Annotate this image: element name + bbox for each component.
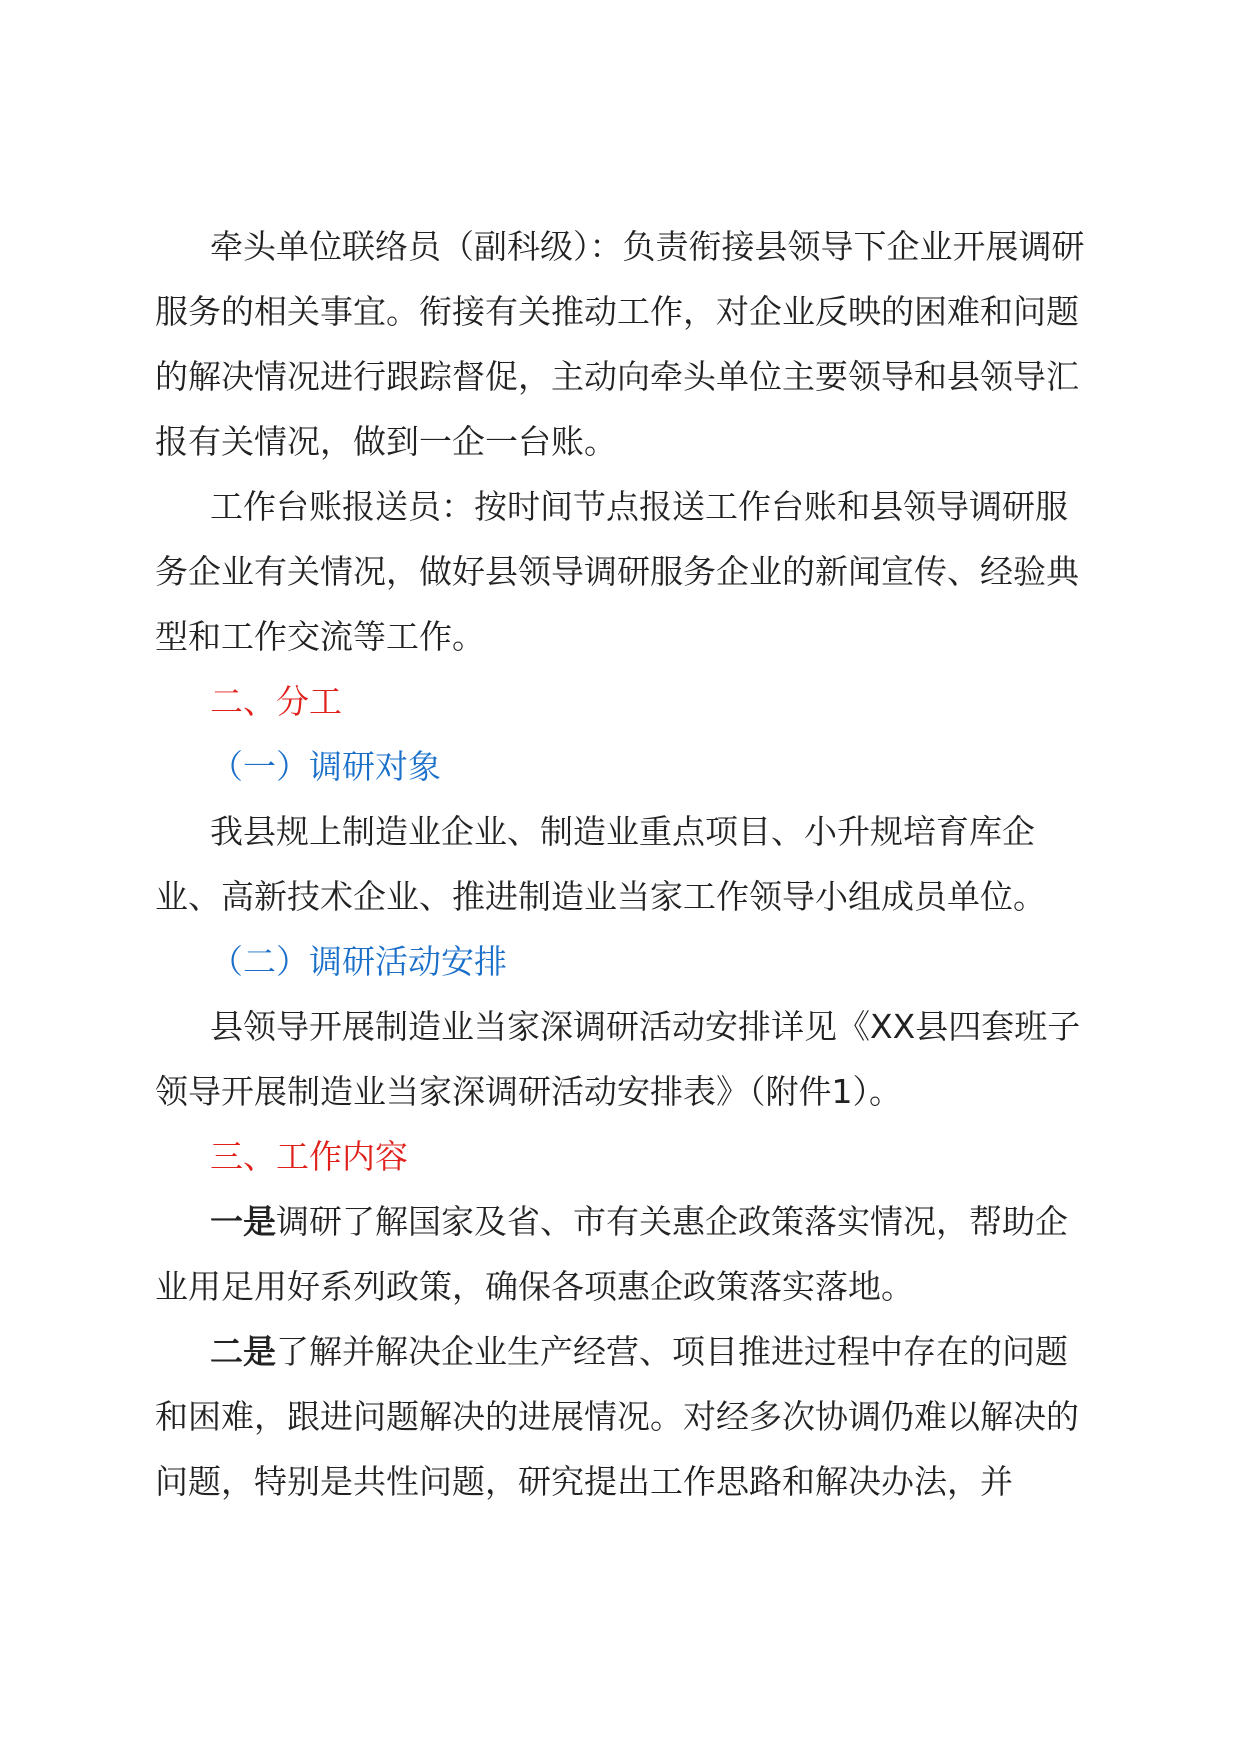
subheading-activity-arrangement: （二）调研活动安排 bbox=[210, 942, 507, 981]
paragraph-liaison: 牵头单位联络员（副科级）：负责衔接县领导下企业开展调研服务的相关事宜。衔接有关推动工作，对企业反映的困难和问题的解决情况进行跟踪督促，主动向牵头单位主要领导和县领导汇报有关情况，做到一企一台账。 bbox=[155, 227, 1085, 461]
subheading-research-targets: （一）调研对象 bbox=[210, 747, 441, 786]
work-item-one-text: 调研了解国家及省、市有关惠企政策落实情况，帮助企业用足用好系列政策，确保各项惠企政策落实落地。 bbox=[155, 1202, 1068, 1306]
section-heading-division: 二、分工 bbox=[210, 682, 342, 721]
paragraph-work-item-two bbox=[155, 1319, 1095, 1514]
paragraph-work-item-one bbox=[155, 1189, 1095, 1319]
work-item-one-lead: 一是 bbox=[210, 1202, 276, 1241]
paragraph-reporter: 工作台账报送员：按时间节点报送工作台账和县领导调研服务企业有关情况，做好县领导调研服务企业的新闻宣传、经验典型和工作交流等工作。 bbox=[155, 487, 1079, 656]
work-item-two-text: 了解并解决企业生产经营、项目推进过程中存在的问题和困难，跟进问题解决的进展情况。对经多次协调仍难以解决的问题，特别是共性问题，研究提出工作思路和解决办法，并 bbox=[155, 1332, 1079, 1501]
paragraph-activity-arrangement: 县领导开展制造业当家深调研活动安排详见《XX县四套班子领导开展制造业当家深调研活动安排表》（附件1）。 bbox=[155, 1007, 1081, 1111]
document-body bbox=[155, 214, 1095, 1514]
work-item-two-lead: 二是 bbox=[210, 1332, 276, 1371]
paragraph-research-targets: 我县规上制造业企业、制造业重点项目、小升规培育库企业、高新技术企业、推进制造业当家工作领导小组成员单位。 bbox=[155, 812, 1046, 916]
section-heading-work-content: 三、工作内容 bbox=[210, 1137, 408, 1176]
